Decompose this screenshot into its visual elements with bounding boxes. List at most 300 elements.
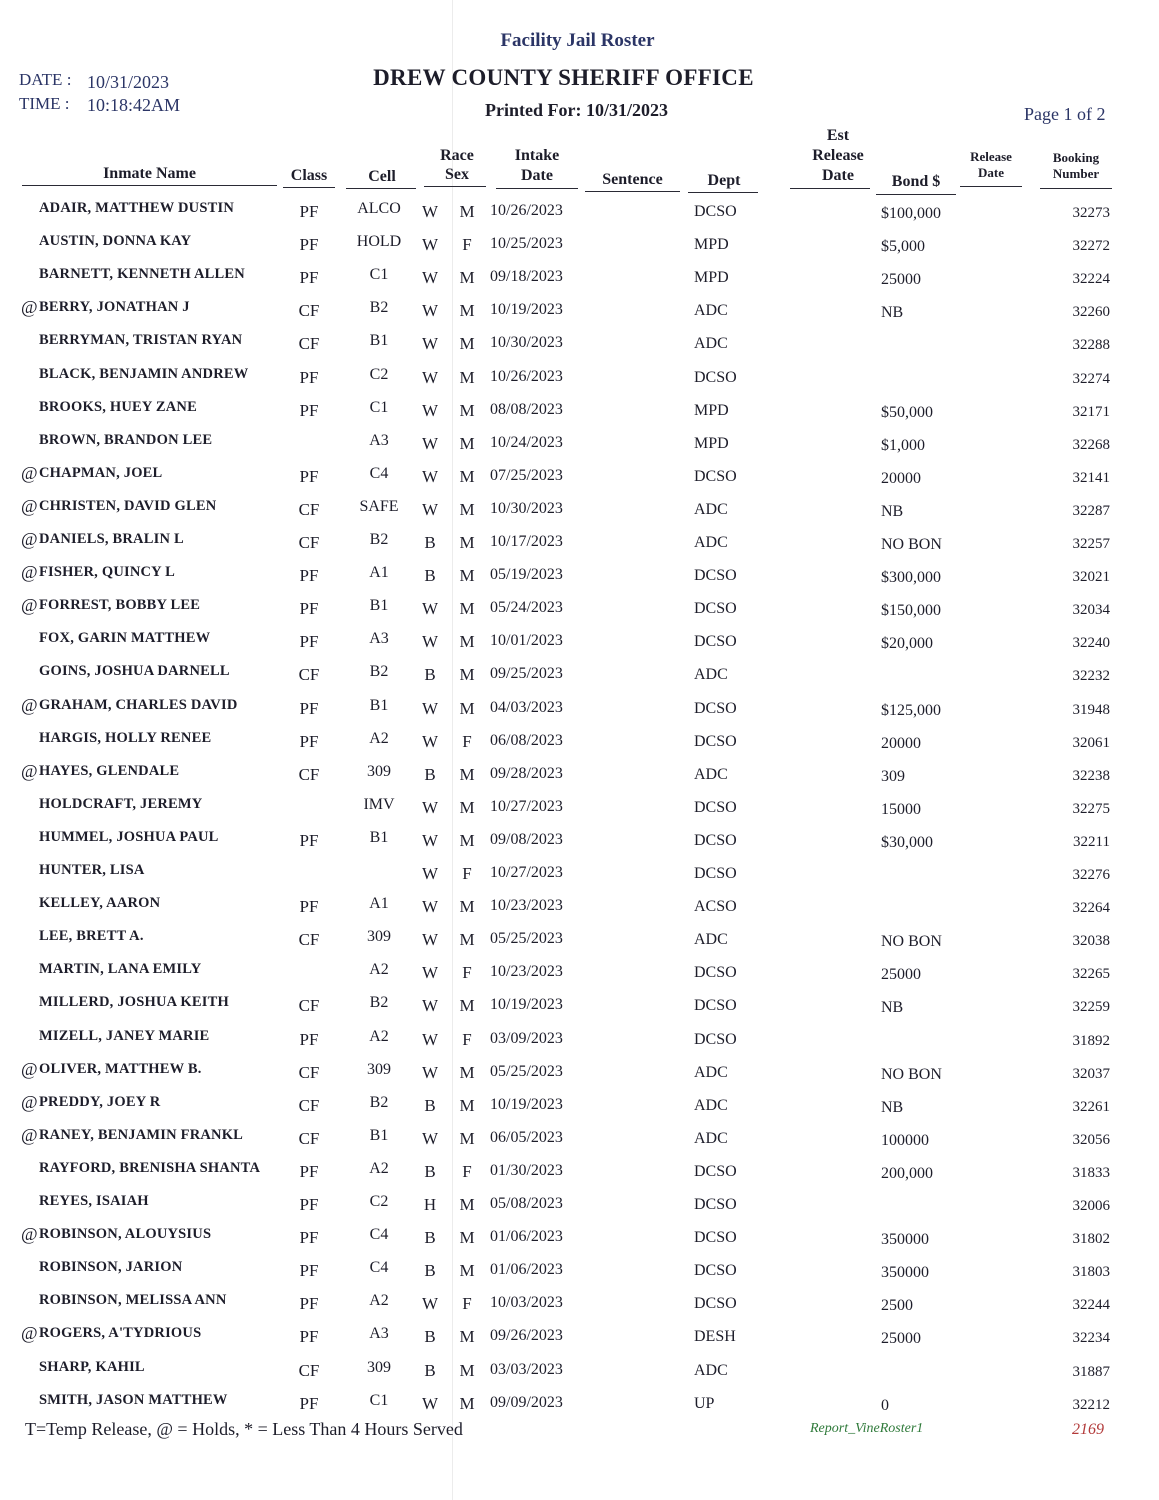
col-underline-bond — [876, 194, 956, 195]
footer-code: 2169 — [1072, 1421, 1104, 1438]
col-header-est-1: Est — [826, 127, 850, 144]
inmate-race: W — [422, 731, 439, 751]
inmate-cell: ALCO — [357, 200, 401, 217]
inmate-race: H — [423, 1195, 437, 1214]
table-row — [0, 332, 1159, 365]
inmate-sex: F — [462, 731, 472, 751]
bond-amount: $125,000 — [881, 701, 941, 719]
intake-date: 05/24/2023 — [490, 599, 563, 617]
booking-number: 32287 — [1072, 502, 1110, 519]
hold-marker: @ — [21, 529, 38, 549]
col-underline-name — [22, 185, 277, 186]
booking-number: 32259 — [1072, 999, 1110, 1016]
table-row — [0, 1160, 1159, 1193]
intake-date: 03/03/2023 — [490, 1360, 563, 1378]
intake-date: 10/30/2023 — [490, 499, 563, 517]
inmate-dept: DCSO — [694, 1196, 737, 1213]
bond-amount: NB — [881, 502, 904, 520]
inmate-race: B — [424, 1161, 436, 1181]
hold-marker: @ — [21, 1323, 38, 1344]
table-row — [0, 630, 1159, 663]
inmate-race: W — [422, 1393, 439, 1413]
inmate-sex: M — [459, 1261, 475, 1281]
inmate-sex: M — [459, 830, 475, 850]
intake-date: 10/23/2023 — [490, 897, 563, 915]
booking-number: 32038 — [1072, 933, 1110, 950]
inmate-cell: A3 — [369, 431, 389, 449]
col-header-intake-2: Date — [521, 167, 553, 184]
col-header-sentence: Sentence — [602, 171, 663, 188]
inmate-name: BERRY, JONATHAN J — [39, 299, 190, 316]
intake-date: 10/26/2023 — [490, 202, 563, 219]
col-header-race: Race — [440, 147, 474, 164]
inmate-name: HAYES, GLENDALE — [39, 762, 180, 779]
inmate-name: MARTIN, LANA EMILY — [39, 961, 202, 978]
inmate-sex: M — [459, 1393, 475, 1413]
inmate-class: CF — [298, 1062, 320, 1082]
intake-date: 10/27/2023 — [490, 797, 563, 815]
inmate-dept: DCSO — [694, 633, 737, 651]
inmate-dept: DCSO — [694, 1262, 737, 1280]
inmate-dept: DESH — [694, 1328, 736, 1346]
bond-amount: 200,000 — [881, 1164, 933, 1182]
inmate-cell: HOLD — [356, 233, 402, 251]
booking-number: 32274 — [1072, 370, 1110, 387]
intake-date: 07/25/2023 — [490, 466, 563, 484]
inmate-dept: DCSO — [694, 964, 737, 982]
inmate-class: PF — [299, 830, 319, 850]
intake-date: 06/05/2023 — [490, 1128, 563, 1146]
table-row — [0, 961, 1159, 994]
table-row — [0, 862, 1159, 895]
hold-marker: @ — [21, 462, 38, 483]
inmate-race: W — [422, 864, 439, 883]
table-row — [0, 895, 1159, 928]
intake-date: 10/03/2023 — [490, 1294, 563, 1312]
agency-name — [0, 65, 1159, 91]
intake-date: 01/06/2023 — [490, 1261, 563, 1279]
inmate-class: PF — [299, 1228, 319, 1248]
bond-amount: NB — [881, 304, 904, 322]
booking-number: 31833 — [1072, 1164, 1110, 1181]
table-row — [0, 495, 1159, 531]
col-header-release-2: Date — [978, 165, 1004, 180]
inmate-name: RANEY, BENJAMIN FRANKL — [39, 1126, 244, 1143]
inmate-class: PF — [299, 202, 319, 221]
inmate-name: CHAPMAN, JOEL — [39, 464, 163, 481]
inmate-dept: MPD — [694, 401, 729, 419]
intake-date: 05/25/2023 — [490, 930, 563, 948]
inmate-sex: M — [459, 499, 475, 519]
inmate-race: W — [422, 830, 439, 850]
inmate-cell: A2 — [369, 961, 389, 979]
inmate-race: W — [422, 202, 439, 221]
inmate-class: PF — [299, 235, 319, 255]
inmate-name: ADAIR, MATTHEW DUSTIN — [39, 200, 235, 216]
table-row — [0, 1193, 1159, 1226]
inmate-name: DANIELS, BRALIN L — [39, 531, 184, 547]
inmate-dept: UP — [694, 1394, 715, 1412]
hold-marker: @ — [21, 694, 38, 715]
inmate-name: FISHER, QUINCY L — [39, 564, 176, 581]
col-underline-release — [960, 186, 1022, 187]
col-header-dept: Dept — [707, 172, 741, 189]
inmate-class: CF — [298, 930, 320, 950]
booking-number: 32273 — [1072, 205, 1110, 221]
table-row — [0, 829, 1159, 862]
inmate-class: CF — [298, 499, 320, 519]
inmate-name: HUMMEL, JOSHUA PAUL — [39, 828, 219, 845]
table-row — [0, 266, 1159, 299]
footer-legend: T=Temp Release, @ = Holds, * = Less Than 4 Hours Served — [25, 1419, 463, 1439]
table-row — [0, 1058, 1159, 1094]
inmate-dept: ADC — [694, 1096, 728, 1114]
inmate-cell: C4 — [369, 1259, 389, 1277]
col-header-booking-1: Booking — [1052, 150, 1100, 165]
bond-amount: $100,000 — [881, 205, 941, 222]
table-row — [0, 399, 1159, 432]
inmate-cell: C2 — [369, 365, 389, 383]
inmate-name: RAYFORD, BRENISHA SHANTA — [39, 1159, 261, 1176]
col-header-release-1: Release — [970, 149, 1012, 164]
inmate-dept: DCSO — [694, 1162, 737, 1180]
table-row — [0, 1226, 1159, 1259]
inmate-class: PF — [299, 566, 319, 586]
inmate-dept: ADC — [694, 765, 728, 783]
inmate-race: W — [422, 632, 439, 652]
table-row — [0, 694, 1159, 730]
inmate-cell: A2 — [369, 1027, 389, 1045]
inmate-dept: ADC — [694, 534, 728, 551]
inmate-race: B — [424, 764, 436, 784]
inmate-class: CF — [298, 665, 320, 685]
inmate-race: W — [422, 599, 439, 619]
booking-number: 31802 — [1072, 1231, 1110, 1248]
inmate-race: W — [422, 930, 439, 950]
bond-amount: 350000 — [881, 1264, 929, 1282]
hold-marker: @ — [21, 297, 38, 318]
intake-date: 05/08/2023 — [490, 1195, 563, 1212]
booking-number: 32061 — [1072, 734, 1110, 751]
intake-date: 10/17/2023 — [490, 533, 563, 550]
inmate-dept: DCSO — [694, 699, 737, 717]
inmate-name: SHARP, KAHIL — [39, 1358, 145, 1375]
inmate-name: BLACK, BENJAMIN ANDREW — [39, 365, 249, 382]
inmate-class: CF — [298, 533, 320, 552]
inmate-sex: M — [459, 466, 475, 486]
hold-marker: @ — [21, 760, 38, 781]
inmate-race: B — [424, 566, 436, 586]
col-underline-est-release — [790, 188, 870, 189]
bond-amount: NO BON — [881, 536, 942, 553]
agency-name-text: DREW COUNTY SHERIFF OFFICE — [373, 65, 754, 90]
booking-number: 32276 — [1072, 867, 1110, 883]
inmate-name: REYES, ISAIAH — [39, 1193, 149, 1209]
inmate-name: KELLEY, AARON — [39, 895, 161, 912]
booking-number: 32272 — [1072, 238, 1110, 255]
hold-marker: @ — [21, 1058, 38, 1079]
inmate-class: PF — [299, 897, 319, 917]
hold-marker: @ — [21, 1124, 38, 1145]
inmate-dept: DCSO — [694, 1295, 737, 1313]
inmate-name: FORREST, BOBBY LEE — [39, 597, 201, 614]
inmate-dept: MPD — [694, 269, 729, 287]
inmate-cell: A1 — [369, 895, 389, 913]
page-number: Page 1 of 2 — [1024, 104, 1106, 124]
inmate-name: BARNETT, KENNETH ALLEN — [39, 266, 245, 283]
booking-number: 32037 — [1072, 1065, 1110, 1082]
report-title — [0, 30, 1159, 52]
inmate-name: ROGERS, A'TYDRIOUS — [39, 1325, 202, 1342]
booking-number: 32288 — [1072, 337, 1110, 354]
inmate-sex: M — [459, 301, 475, 321]
booking-number: 32171 — [1072, 403, 1110, 420]
inmate-name: BERRYMAN, TRISTAN RYAN — [39, 332, 243, 349]
inmate-class: PF — [299, 1261, 319, 1281]
inmate-cell: B2 — [369, 299, 389, 317]
intake-date: 10/01/2023 — [490, 632, 563, 650]
col-header-est-3: Date — [822, 167, 854, 184]
intake-date: 06/08/2023 — [490, 731, 563, 749]
bond-amount: 2500 — [881, 1297, 913, 1315]
inmate-dept: ADC — [694, 1361, 728, 1379]
booking-number: 32257 — [1072, 536, 1110, 552]
table-row — [0, 730, 1159, 763]
inmate-name: MILLERD, JOSHUA KEITH — [39, 994, 229, 1011]
intake-date: 09/28/2023 — [490, 764, 563, 782]
inmate-race: W — [422, 268, 439, 288]
booking-number: 32211 — [1073, 833, 1110, 850]
inmate-race: W — [422, 1029, 439, 1049]
inmate-cell: B1 — [369, 1126, 389, 1144]
table-row — [0, 928, 1159, 961]
inmate-cell: B2 — [369, 663, 389, 681]
inmate-cell: C1 — [369, 398, 389, 416]
inmate-race: B — [424, 1360, 436, 1380]
inmate-sex: M — [459, 433, 475, 453]
inmate-race: W — [422, 1062, 439, 1082]
booking-number: 32021 — [1072, 569, 1110, 586]
inmate-name: MIZELL, JANEY MARIE — [39, 1027, 210, 1044]
col-header-class: Class — [290, 167, 328, 184]
inmate-cell: A2 — [369, 1159, 389, 1177]
bond-amount: 20000 — [881, 734, 921, 752]
inmate-cell: A2 — [369, 1292, 389, 1310]
inmate-race: W — [422, 334, 439, 354]
inmate-dept: MPD — [694, 434, 729, 452]
table-row — [0, 1325, 1159, 1358]
table-row — [0, 1259, 1159, 1292]
col-underline-booking — [1040, 188, 1112, 189]
intake-date: 05/25/2023 — [490, 1062, 563, 1080]
col-header-cell: Cell — [368, 168, 396, 185]
inmate-name: PREDDY, JOEY R — [39, 1093, 161, 1110]
inmate-dept: MPD — [694, 236, 729, 254]
intake-date: 01/30/2023 — [490, 1161, 563, 1179]
booking-number: 32275 — [1072, 800, 1110, 817]
inmate-sex: M — [459, 1195, 475, 1214]
inmate-name: LEE, BRETT A. — [39, 928, 144, 945]
inmate-race: W — [422, 1294, 439, 1314]
inmate-cell: 309 — [367, 762, 391, 780]
inmate-dept: DCSO — [694, 1229, 737, 1247]
printed-for-text: Printed For: 10/31/2023 — [485, 100, 668, 120]
table-row — [0, 299, 1159, 332]
inmate-cell: C2 — [369, 1193, 389, 1210]
table-row — [0, 531, 1159, 564]
bond-amount: $150,000 — [881, 602, 941, 620]
inmate-sex: M — [459, 1128, 475, 1148]
inmate-sex: M — [459, 930, 475, 950]
inmate-cell: C1 — [369, 266, 389, 284]
inmate-sex: F — [462, 1294, 472, 1314]
col-underline-race-sex — [424, 186, 486, 187]
intake-date: 10/19/2023 — [490, 1095, 563, 1113]
inmate-race: W — [422, 797, 439, 817]
bond-amount: NB — [881, 999, 904, 1017]
bond-amount: $1,000 — [881, 436, 925, 454]
intake-date: 10/19/2023 — [490, 996, 563, 1014]
intake-date: 10/26/2023 — [490, 367, 563, 385]
bond-amount: NB — [881, 1098, 904, 1116]
inmate-sex: M — [459, 665, 475, 685]
inmate-class: PF — [299, 400, 319, 420]
col-underline-intake — [496, 188, 578, 189]
intake-date: 05/19/2023 — [490, 566, 563, 584]
table-row — [0, 663, 1159, 696]
inmate-sex: M — [459, 897, 475, 917]
booking-number: 32238 — [1072, 767, 1110, 784]
bond-amount: 0 — [881, 1396, 889, 1414]
table-row — [0, 1091, 1159, 1127]
inmate-name: FOX, GARIN MATTHEW — [39, 630, 211, 647]
inmate-name: CHRISTEN, DAVID GLEN — [39, 497, 217, 514]
intake-date: 10/24/2023 — [490, 433, 563, 451]
intake-date: 10/30/2023 — [490, 334, 563, 352]
inmate-class: CF — [298, 996, 320, 1016]
col-header-sex: Sex — [445, 166, 469, 183]
inmate-cell: 309 — [367, 1358, 391, 1376]
inmate-cell: B1 — [369, 828, 389, 846]
table-row — [0, 1124, 1159, 1160]
booking-number: 31887 — [1072, 1363, 1110, 1380]
inmate-sex: F — [462, 1161, 472, 1181]
inmate-sex: M — [459, 367, 475, 387]
inmate-race: B — [424, 1327, 436, 1347]
table-row — [0, 366, 1159, 399]
inmate-cell: A2 — [369, 729, 389, 747]
inmate-sex: M — [459, 1360, 475, 1380]
inmate-race: W — [422, 1128, 439, 1148]
inmate-dept: DCSO — [694, 467, 737, 485]
booking-number: 32224 — [1072, 271, 1110, 288]
inmate-cell: A3 — [369, 630, 389, 648]
intake-date: 01/06/2023 — [490, 1228, 563, 1246]
inmate-class: PF — [299, 1294, 319, 1314]
intake-date: 09/09/2023 — [490, 1393, 563, 1411]
booking-number: 32264 — [1072, 900, 1110, 917]
booking-number: 31803 — [1072, 1264, 1110, 1281]
booking-number: 32265 — [1072, 966, 1110, 983]
footer-report-name: Report_VineRoster1 — [810, 1421, 924, 1436]
inmate-name: SMITH, JASON MATTHEW — [39, 1391, 228, 1408]
time-label: TIME : — [19, 94, 70, 113]
inmate-sex: M — [459, 268, 475, 288]
hold-marker: @ — [21, 1091, 38, 1112]
inmate-dept: ADC — [694, 1063, 728, 1081]
bond-amount: 25000 — [881, 966, 921, 984]
inmate-class: PF — [299, 466, 319, 486]
inmate-dept: ADC — [694, 666, 728, 684]
table-row — [0, 432, 1159, 465]
table-row — [0, 760, 1159, 796]
bond-amount: 15000 — [881, 800, 921, 818]
intake-date: 08/08/2023 — [490, 400, 563, 418]
inmate-dept: DCSO — [694, 203, 737, 220]
table-row — [0, 1359, 1159, 1392]
inmate-dept: DCSO — [694, 732, 737, 750]
inmate-race: W — [422, 698, 439, 718]
table-row — [0, 564, 1159, 597]
bond-amount: $300,000 — [881, 569, 941, 587]
col-underline-dept — [688, 192, 758, 193]
inmate-sex: M — [459, 764, 475, 784]
inmate-name: OLIVER, MATTHEW B. — [39, 1060, 202, 1077]
inmate-sex: M — [459, 599, 475, 619]
inmate-name: HUNTER, LISA — [39, 862, 145, 878]
col-underline-cell — [346, 188, 416, 189]
hold-marker: @ — [21, 562, 38, 583]
booking-number: 32034 — [1072, 602, 1110, 619]
inmate-name: HARGIS, HOLLY RENEE — [39, 729, 212, 746]
inmate-dept: DCSO — [694, 831, 737, 849]
booking-number: 32006 — [1072, 1198, 1110, 1214]
inmate-dept: DCSO — [694, 798, 737, 816]
time-value: 10:18:42AM — [87, 95, 181, 115]
booking-number: 32234 — [1072, 1330, 1110, 1347]
inmate-class: PF — [299, 632, 319, 652]
inmate-dept: ADC — [694, 335, 728, 353]
col-header-bond: Bond $ — [891, 173, 941, 190]
inmate-race: W — [422, 367, 439, 387]
col-header-intake-1: Intake — [514, 147, 560, 164]
inmate-sex: F — [462, 235, 472, 255]
bond-amount: 350000 — [881, 1231, 929, 1249]
inmate-sex: M — [459, 533, 475, 552]
bond-amount: $20,000 — [881, 635, 933, 653]
hold-marker: @ — [21, 495, 38, 516]
inmate-cell: C1 — [369, 1391, 389, 1409]
inmate-sex: M — [459, 1095, 475, 1115]
inmate-name: ROBINSON, ALOUYSIUS — [39, 1226, 212, 1243]
inmate-name: GRAHAM, CHARLES DAVID — [39, 696, 238, 713]
inmate-class: CF — [298, 301, 320, 321]
inmate-name: GOINS, JOSHUA DARNELL — [39, 663, 230, 680]
inmate-class: PF — [299, 731, 319, 751]
table-row — [0, 233, 1159, 266]
inmate-cell: 309 — [367, 1060, 391, 1078]
inmate-race: B — [424, 1095, 436, 1115]
table-row — [0, 597, 1159, 630]
bond-amount: 20000 — [881, 469, 921, 487]
inmate-sex: M — [459, 698, 475, 718]
bond-amount: NO BON — [881, 1065, 942, 1083]
col-underline-sentence — [585, 191, 680, 192]
inmate-cell: C4 — [369, 464, 389, 482]
booking-number: 32260 — [1072, 304, 1110, 321]
inmate-race: W — [422, 301, 439, 321]
inmate-name: ROBINSON, MELISSA ANN — [39, 1292, 227, 1309]
